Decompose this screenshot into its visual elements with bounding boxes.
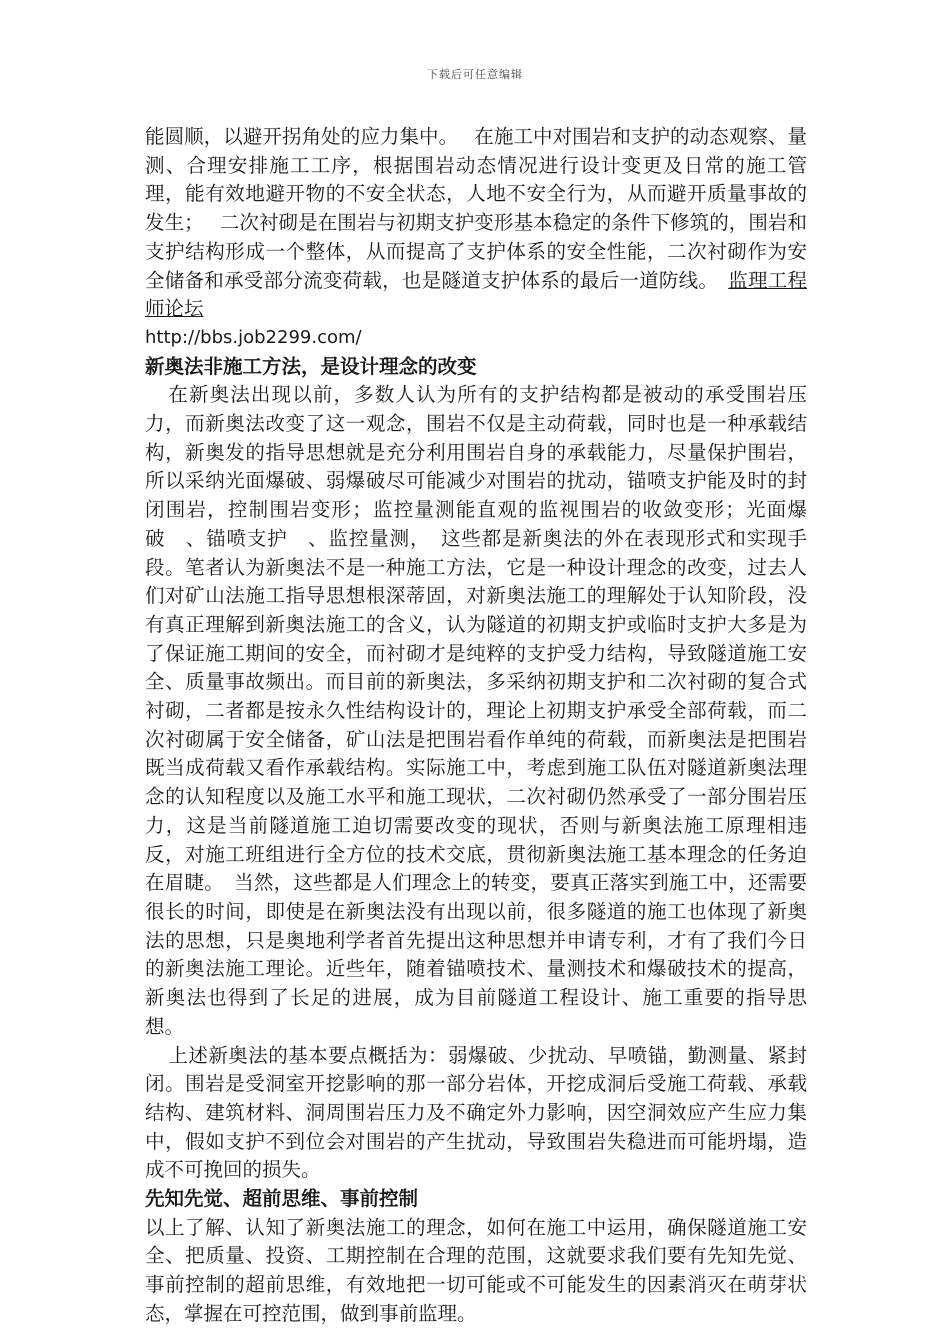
section-heading-advance-control: 先知先觉、超前思维、事前控制 <box>145 1187 419 1211</box>
paragraph-lining <box>145 123 807 324</box>
forum-url[interactable]: http://bbs.job2299.com/ <box>145 326 362 348</box>
paragraph-lining-text: 能圆顺，以避开拐角处的应力集中。 在施工中对围岩和支护的动态观察、量测、合理安排施工工序，根据围岩动态情况进行设计变更及日常的施工管理，能有效地避开物的不安全状态，人地不安全行为，从而避开质量事故的发生； 二次衬砌是在围岩与初期支护变形基本稳定的条件下修筑的，围岩和支护结构形成一个整体，从而提高了支护体系的安全性能，二次衬砌作为安全储备和承受部分流变荷载，也是隧道支护体系的最后一道防线。 <box>145 125 807 292</box>
page-header-note: 下载后可任意编辑 <box>427 68 523 81</box>
section-heading-design-concept: 新奥法非施工方法，是设计理念的改变 <box>145 354 477 378</box>
paragraph-design-concept: 在新奥法出现以前，多数人认为所有的支护结构都是被动的承受围岩压力，而新奥法改变了这一观念，围岩不仅是主动荷载，同时也是一种承载结构，新奥发的指导思想就是充分利用围岩自身的承载能力，尽量保护围岩，所以采纳光面爆破、弱爆破尽可能减少对围岩的扰动，锚喷支护能及时的封闭围岩，控制围岩变形；监控量测能直观的监视围岩的收敛变形；光面爆破 、锚喷支护 、监控量测， 这些都是新奥法的外在表现形式和实现手段。笔者认为新奥法不是一种施工方法，它是一种设计理念的改变，过去人们对矿山法施工指导思想根深蒂固，对新奥法施工的理解处于认知阶段，没有真正理解到新奥法施工的含义，认为隧道的初期支护或临时支护大多是为了保证施工期间的安全，而衬砌才是纯粹的支护受力结构，导致隧道施工安全、质量事故频出。而目前的新奥法，多采纳初期支护和二次衬砌的复合式衬砌，二者都是按永久性结构设计的，理论上初期支护承受全部荷载，而二次衬砌属于安全储备，矿山法是把围岩看作单纯的荷载，而新奥法是把围岩既当成荷载又看作承载结构。实际施工中，考虑到施工队伍对隧道新奥法理念的认知程度以及施工水平和施工现状，二次衬砌仍然承受了一部分围岩压力，这是当前隧道施工迫切需要改变的现状，否则与新奥法施工原理相违反，对施工班组进行全方位的技术交底，贯彻新奥法施工基本理念的任务迫在眉睫。 当然，这些都是人们理念上的转变，要真正落实到施工中，还需要很长的时间，即使是在新奥法没有出现以前，很多隧道的施工也体现了新奥法的思想，只是奥地利学者首先提出这种思想并申请专利，才有了我们今日的新奥法施工理论。近些年，随着锚喷技术、量测技术和爆破技术的提高，新奥法也得到了长足的进展，成为目前隧道工程设计、施工重要的指导思想。 <box>145 383 807 1038</box>
forum-link[interactable]: 监理工程师论坛 <box>145 268 807 321</box>
document-body <box>145 123 807 1329</box>
paragraph-advance-control: 以上了解、认知了新奥法施工的理念，如何在施工中运用，确保隧道施工安全、把质量、投资、工期控制在合理的范围，这就要求我们要有先知先觉、事前控制的超前思维，有效地把一切可能或不可能发生的因素消灭在萌芽状态，掌握在可控范围，做到事前监理。 <box>145 1215 807 1325</box>
paragraph-key-points: 上述新奥法的基本要点概括为：弱爆破、少扰动、早喷锚，勤测量、紧封闭。围岩是受洞室开挖影响的那一部分岩体，开挖成洞后受施工荷载、承载结构、建筑材料、洞周围岩压力及不确定外力影响，因空洞效应产生应力集中，假如支护不到位会对围岩的产生扰动，导致围岩失稳进而可能坍塌，造成不可挽回的损失。 <box>145 1043 807 1182</box>
